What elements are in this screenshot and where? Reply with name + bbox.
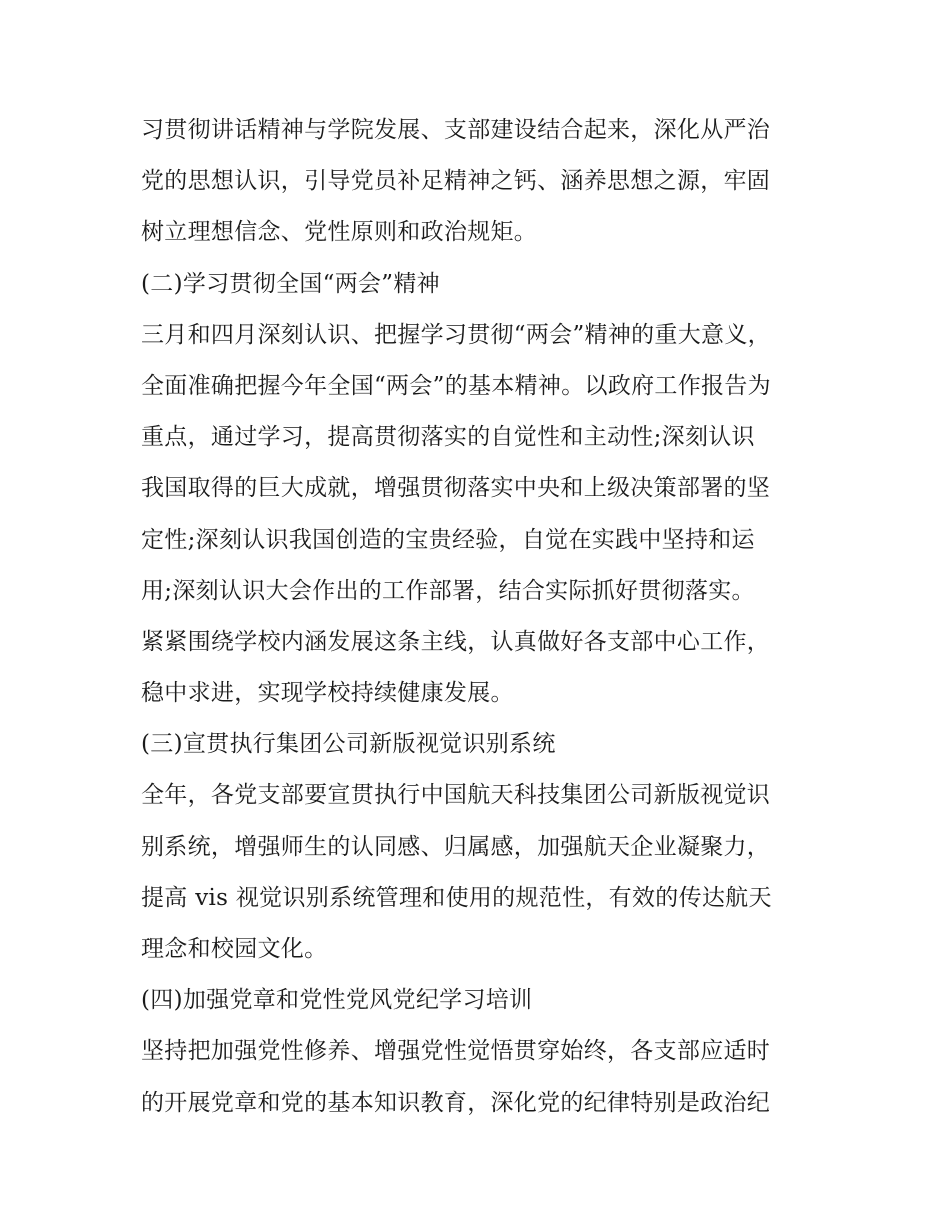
body-text-line: 我国取得的巨大成就，增强贯彻落实中央和上级决策部署的坚 — [141, 475, 771, 502]
body-text-line: 紧紧围绕学校内涵发展这条主线，认真做好各支部中心工作， — [141, 628, 771, 655]
section-heading: (二)学习贯彻全国“两会”精神 — [141, 270, 440, 297]
body-text-line: 党的思想认识，引导党员补足精神之钙、涵养思想之源，牢固 — [141, 168, 771, 195]
body-text-line: 习贯彻讲话精神与学院发展、支部建设结合起来，深化从严治 — [141, 117, 771, 143]
document-body — [141, 105, 821, 1129]
body-text-line: 全面准确把握今年全国“两会”的基本精神。以政府工作报告为 — [141, 372, 771, 399]
body-text-line: 定性;深刻认识我国创造的宝贵经验，自觉在实践中坚持和运 — [141, 526, 755, 553]
body-text-line: 坚持把加强党性修养、增强党性觉悟贯穿始终，各支部应适时 — [141, 1038, 771, 1065]
body-text-line: 用;深刻认识大会作出的工作部署，结合实际抓好贯彻落实。 — [141, 577, 755, 604]
body-text-line: 三月和四月深刻认识、把握学习贯彻“两会”精神的重大意义， — [141, 321, 771, 348]
body-text-line: 重点，通过学习，提高贯彻落实的自觉性和主动性;深刻认识 — [141, 424, 755, 451]
body-text-line: 树立理想信念、党性原则和政治规矩。 — [141, 219, 538, 246]
body-text-line: 全年，各党支部要宣贯执行中国航天科技集团公司新版视觉识 — [141, 782, 771, 809]
body-text-line: 稳中求进，实现学校持续健康发展。 — [141, 680, 514, 707]
body-text-line: 理念和校园文化。 — [141, 936, 328, 962]
body-text-line: 提高 vis 视觉识别系统管理和使用的规范性，有效的传达航天 — [141, 884, 772, 911]
section-heading: (四)加强党章和党性党风党纪学习培训 — [141, 987, 533, 1014]
body-text-line: 的开展党章和党的基本知识教育，深化党的纪律特别是政治纪 — [141, 1089, 771, 1116]
section-heading: (三)宣贯执行集团公司新版视觉识别系统 — [141, 731, 556, 758]
body-text-line: 别系统，增强师生的认同感、归属感，加强航天企业凝聚力， — [141, 833, 771, 860]
